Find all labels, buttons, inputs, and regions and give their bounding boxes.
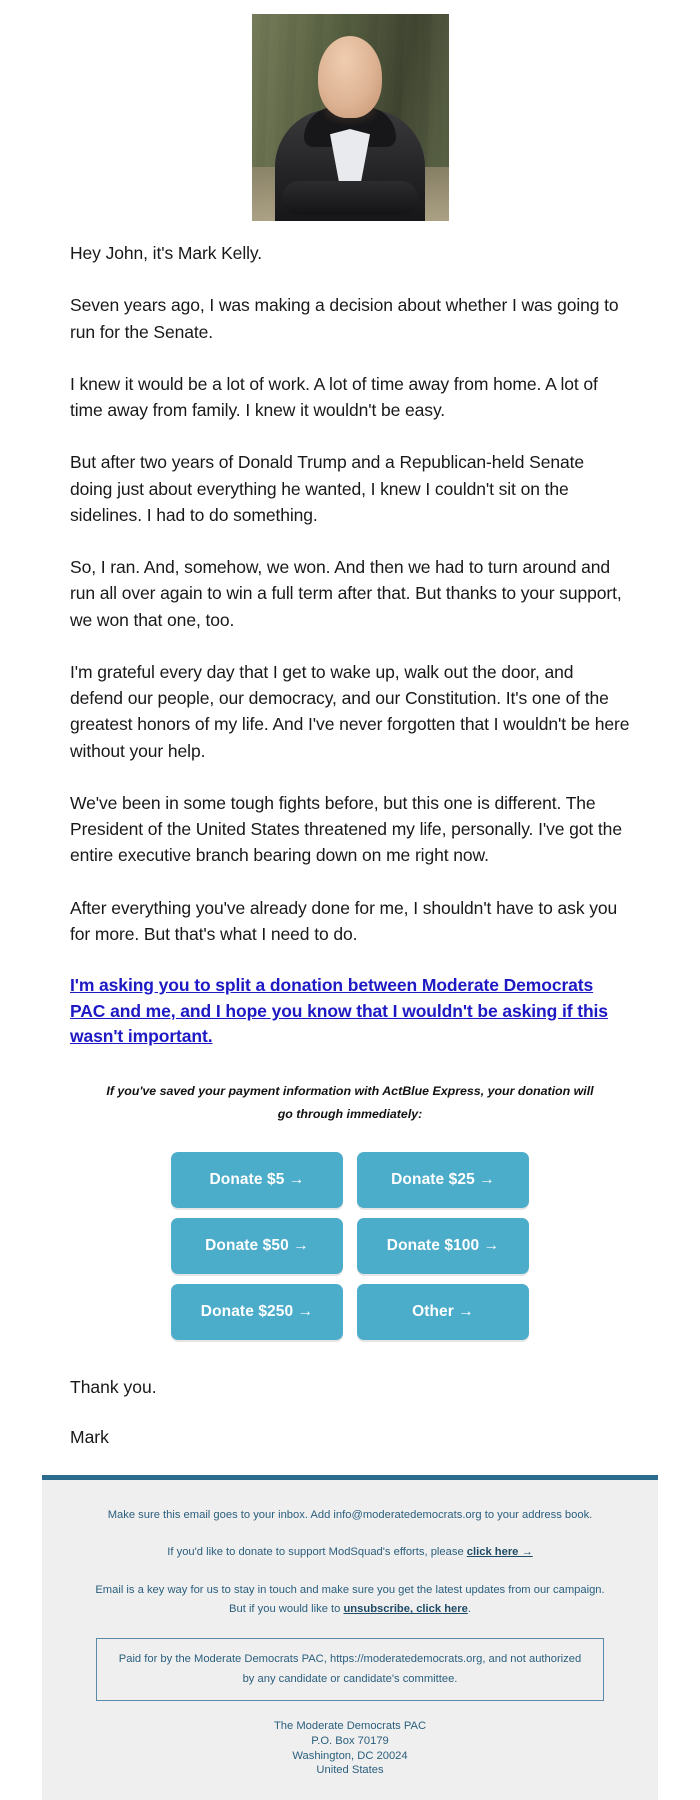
- photo-head: [318, 36, 382, 118]
- signoff-name: Mark: [70, 1427, 109, 1448]
- paragraph-trump: But after two years of Donald Trump and a Republican-held Senate doing just about everything he wanted, I knew I couldn't sit on the sidelines. I had to do something.: [70, 452, 585, 525]
- footer-donate-prefix: If you'd like to donate to support ModSquad's efforts, please: [167, 1546, 467, 1559]
- paragraph-hard-work: I knew it would be a lot of work. A lot of time away from home. A lot of time away from family. I knew it wouldn't be easy.: [70, 373, 598, 420]
- footer-postal-address: [90, 1719, 610, 1778]
- paragraph-greeting: Hey John, it's Mark Kelly.: [70, 243, 263, 263]
- donate-250-button[interactable]: Donate $250 →: [171, 1284, 343, 1340]
- footer-unsubscribe-link[interactable]: unsubscribe, click here: [343, 1603, 468, 1616]
- footer-unsubscribe-prefix: Email is a key way for us to stay in touch and make sure you get the latest updates from our campaign. But if you would like to: [95, 1583, 605, 1616]
- address-line-city: Washington, DC 20024: [292, 1749, 408, 1762]
- footer-unsubscribe-suffix: .: [467, 1603, 471, 1616]
- email-footer: [42, 1475, 658, 1800]
- split-donation-link[interactable]: I'm asking you to split a donation between Moderate Democrats PAC and me, and I hope you know that I wouldn't be asking if this wasn't important.: [70, 975, 608, 1047]
- photo-arms: [282, 181, 418, 215]
- signoff-section: [0, 1374, 700, 1451]
- donate-50-button[interactable]: Donate $50 →: [171, 1218, 343, 1274]
- paragraph-grateful: I'm grateful every day that I get to wake up, walk out the door, and defend our people, our democracy, and our Constitution. It's one of the greatest honors of my life. And I've never forgotten that I wouldn't be here without your help.: [70, 661, 630, 761]
- donate-25-button[interactable]: Donate $25 →: [357, 1152, 529, 1208]
- footer-click-here-link[interactable]: click here →: [466, 1546, 533, 1559]
- footer-donate-line: [90, 1543, 610, 1563]
- footer-inbox-notice: Make sure this email goes to your inbox. Add info@moderatedemocrats.org to your address book.: [107, 1508, 593, 1521]
- signoff-thanks: Thank you.: [70, 1377, 157, 1398]
- candidate-photo: [252, 14, 449, 221]
- paid-for-disclaimer-text: Paid for by the Moderate Democrats PAC, https://moderatedemocrats.org, and not authorized by any candidate or candidate's committee.: [118, 1652, 582, 1685]
- paragraph-the-ask: After everything you've already done for me, I shouldn't have to ask you for more. But that's what I need to do.: [70, 897, 618, 944]
- donate-other-button[interactable]: Other →: [357, 1284, 529, 1340]
- footer-unsubscribe-line: [90, 1581, 610, 1620]
- paragraph-decision: Seven years ago, I was making a decision about whether I was going to run for the Senate.: [70, 295, 619, 342]
- letter-body: [0, 226, 700, 1340]
- paid-for-disclaimer-box: [96, 1638, 604, 1701]
- address-line-country: United States: [316, 1764, 384, 1777]
- donate-button-grid: [70, 1152, 630, 1340]
- actblue-express-note: If you've saved your payment information with ActBlue Express, your donation will go through immediately:: [106, 1084, 594, 1122]
- paragraph-tough-fight: We've been in some tough fights before, but this one is different. The President of the United States threatened my life, personally. I've got the entire executive branch bearing down on me right now.: [70, 792, 622, 866]
- address-line-org: The Moderate Democrats PAC: [273, 1720, 427, 1733]
- address-line-pobox: P.O. Box 70179: [311, 1734, 389, 1747]
- hero-section: [0, 0, 700, 226]
- donate-5-button[interactable]: Donate $5 →: [171, 1152, 343, 1208]
- donate-100-button[interactable]: Donate $100 →: [357, 1218, 529, 1274]
- paragraph-ran-and-won: So, I ran. And, somehow, we won. And then we had to turn around and run all over again to win a full term after that. But thanks to your support, we won that one, too.: [70, 557, 622, 630]
